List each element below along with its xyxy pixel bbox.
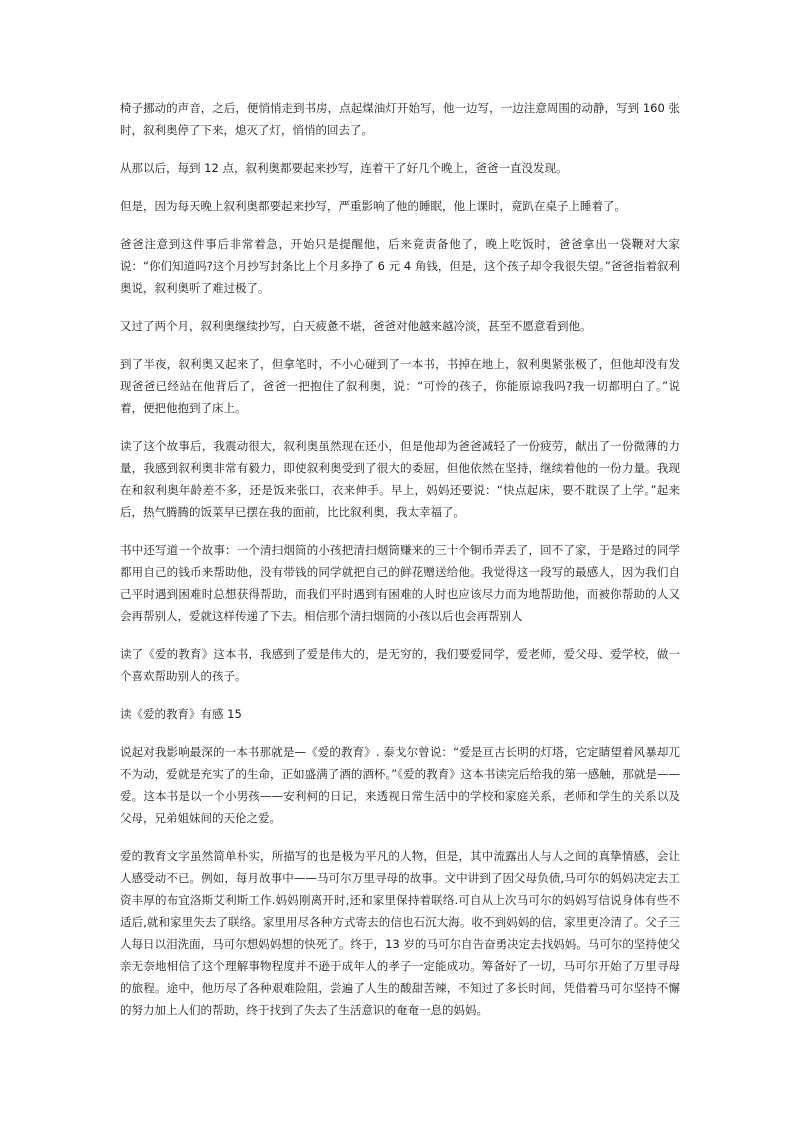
- paragraph: 到了半夜，叙利奥又起来了，但拿笔时，不小心碰到了一本书，书掉在地上，叙利奥紧张极了，但他却没有发现爸爸已经站在他背后了，爸爸一把抱住了叙利奥，说：“可怜的孩子，你能原谅我吗?我一切都明白了。”说着，便把他抱到了床上。: [120, 357, 680, 415]
- paragraph: 椅子挪动的声音，之后，便悄悄走到书房，点起煤油灯开始写，他一边写，一边注意周围的动静，写到 160 张时，叙利奥停了下来，熄灭了灯，悄悄的回去了。: [120, 101, 680, 137]
- paragraph: 但是，因为每天晚上叙利奥都要起来抄写，严重影响了他的睡眠，他上课时，竟趴在桌子上睡着了。: [120, 199, 626, 213]
- paragraph: 说起对我影响最深的一本书那就是—《爱的教育》. 泰戈尔曾说：“爱是亘古长明的灯塔，它定睛望着风暴却兀不为动，爱就是充实了的生命，正如盛满了酒的酒杯。”《爱的教育》这本书读完后给我的第一感触，那就是——爱。这本书是以一个小男孩——安利柯的日记，来透视日常生活中的学校和家庭关系，老师和学生的关系以及父母，兄弟姐妹间的天伦之爱。: [120, 745, 680, 825]
- paragraph: 爱的教育文字虽然简单朴实，所描写的也是极为平凡的人物，但是，其中流露出人与人之间的真挚情感，会让人感受动不已。例如，每月故事中——马可尔万里寻母的故事。文中讲到了因父母负债,马可尔的妈妈决定去工资丰厚的布宜洛斯艾利斯工作.妈妈刚离开时,还和家里保持着联络.可自从上次马可尔的妈妈写信说身体有些不适后,就和家里失去了联络。家里用尽各种方式寄去的信也石沉大海。收不到妈妈的信，家里更冷清了。父子三人每日以泪洗面，马可尔想妈妈想的快死了。终于，13 岁的马可尔自告奋勇决定去找妈妈。马可尔的坚持使父亲无奈地相信了这个理解事物程度并不逊于成年人的孝子一定能成功。筹备好了一切，马可尔开始了万里寻母的旅程。途中，他历尽了各种艰难险阻，尝遍了人生的酸甜苦辣，不知过了多长时间，凭借着马可尔坚持不懈的努力加上人们的帮助，终于找到了失去了生活意识的奄奄一息的妈妈。: [120, 849, 680, 1017]
- paragraph: 从那以后，每到 12 点，叙利奥都要起来抄写，连着干了好几个晚上，爸爸一直没发现。: [120, 161, 568, 175]
- paragraph: 又过了两个月，叙利奥继续抄写，白天疲惫不堪，爸爸对他越来越冷淡，甚至不愿意看到他。: [120, 319, 592, 333]
- paragraph: 读了《爱的教育》这本书，我感到了爱是伟大的，是无穷的，我们要爱同学，爱老师，爱父母、爱学校，做一个喜欢帮助别人的孩子。: [120, 647, 680, 683]
- paragraph: 书中还写道一个故事：一个清扫烟筒的小孩把清扫烟筒赚来的三十个铜币弄丢了，回不了家，于是路过的同学都用自己的钱币来帮助他，没有带钱的同学就把自己的鲜花赠送给他。我觉得这一段写的最感人，因为我们自己平时遇到困难时总想获得帮助，而我们平时遇到有困难的人时也应该尽力而为地帮助他，而被你帮助的人又会再帮别人，爱就这样传递了下去。相信那个清扫烟筒的小孩以后也会再帮别人: [120, 543, 680, 623]
- document-body: [120, 97, 680, 1037]
- paragraph: 读了这个故事后，我震动很大，叙利奥虽然现在还小，但是他却为爸爸减轻了一份疲劳，献出了一份微薄的力量，我感到叙利奥非常有毅力，即使叙利奥受到了很大的委屈，但他依然在坚持，继续着他的一份力量。我现在和叙利奥年龄差不多，还是饭来张口，衣来伸手。早上，妈妈还要说：“快点起床，要不耽误了上学。”起来后，热气腾腾的饭菜早已摆在我的面前，比比叙利奥，我太幸福了。: [120, 439, 680, 519]
- paragraph: 爸爸注意到这件事后非常着急，开始只是提醒他，后来竟责备他了，晚上吃饭时，爸爸拿出一袋鞭对大家说：“你们知道吗?这个月抄写封条比上个月多挣了 6 元 4 角钱，但是，这个孩子却令我很失望。”爸爸指着叙利奥说，叙利奥听了难过极了。: [120, 237, 680, 295]
- section-heading: 读《爱的教育》有感 15: [120, 707, 242, 721]
